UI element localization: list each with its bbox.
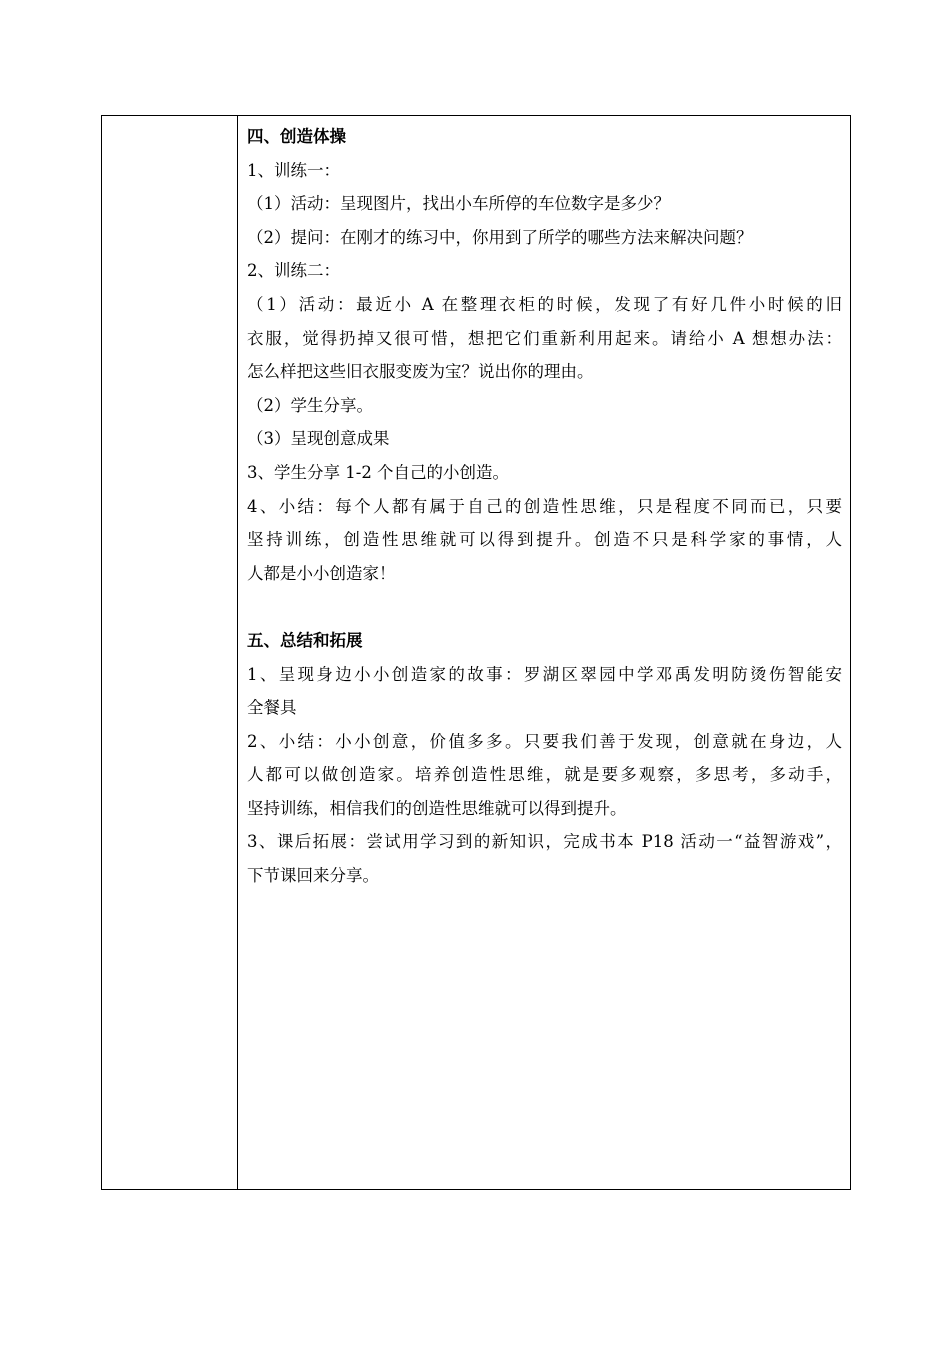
section-5-line: 坚持训练，相信我们的创造性思维就可以得到提升。	[247, 798, 627, 818]
content-cell	[238, 116, 850, 1189]
section-5-line: 人都可以做创造家。培养创造性思维，就是要多观察，多思考，多动手，	[247, 765, 842, 785]
section-5-line: 全餐具	[247, 698, 297, 718]
blank-line	[247, 590, 842, 624]
left-column-cell	[102, 116, 238, 1189]
section-5-line: 2、小结：小小创意，价值多多。只要我们善于发现，创意就在身边，人	[247, 731, 842, 751]
section-5-heading: 五、总结和拓展	[247, 630, 363, 650]
section-5-line: 下节课回来分享。	[247, 866, 379, 886]
section-4-line: 3、学生分享 1-2 个自己的小创造。	[247, 462, 510, 482]
section-5-line: 1、呈现身边小小创造家的故事：罗湖区翠园中学邓禹发明防烫伤智能安	[247, 664, 842, 684]
section-4-line: （2）学生分享。	[247, 395, 373, 415]
section-4-line: 坚持训练，创造性思维就可以得到提升。创造不只是科学家的事情，人	[247, 530, 842, 550]
section-5-line: 3、课后拓展：尝试用学习到的新知识，完成书本 P18 活动一“益智游戏”，	[247, 832, 842, 852]
section-4-heading: 四、创造体操	[247, 127, 346, 146]
section-4-line: 1、训练一：	[247, 160, 340, 180]
section-4-line: （2）提问：在刚才的练习中，你用到了所学的哪些方法来解决问题？	[247, 227, 753, 247]
section-4-line: 4、小结：每个人都有属于自己的创造性思维，只是程度不同而已，只要	[247, 496, 842, 516]
section-4-line: 人都是小小创造家！	[247, 563, 396, 583]
section-4-line: 怎么样把这些旧衣服变废为宝？说出你的理由。	[247, 362, 594, 382]
section-4-line: （1）活动：最近小 A 在整理衣柜的时候，发现了有好几件小时候的旧	[247, 294, 842, 314]
section-4-line: （1）活动：呈现图片，找出小车所停的车位数字是多少？	[247, 194, 670, 214]
lesson-plan-table	[101, 115, 851, 1190]
section-4-line: 2、训练二：	[247, 261, 340, 281]
section-4-line: 衣服，觉得扔掉又很可惜，想把它们重新利用起来。请给小 A 想想办法：	[247, 328, 842, 348]
section-4-line: （3）呈现创意成果	[247, 429, 390, 449]
